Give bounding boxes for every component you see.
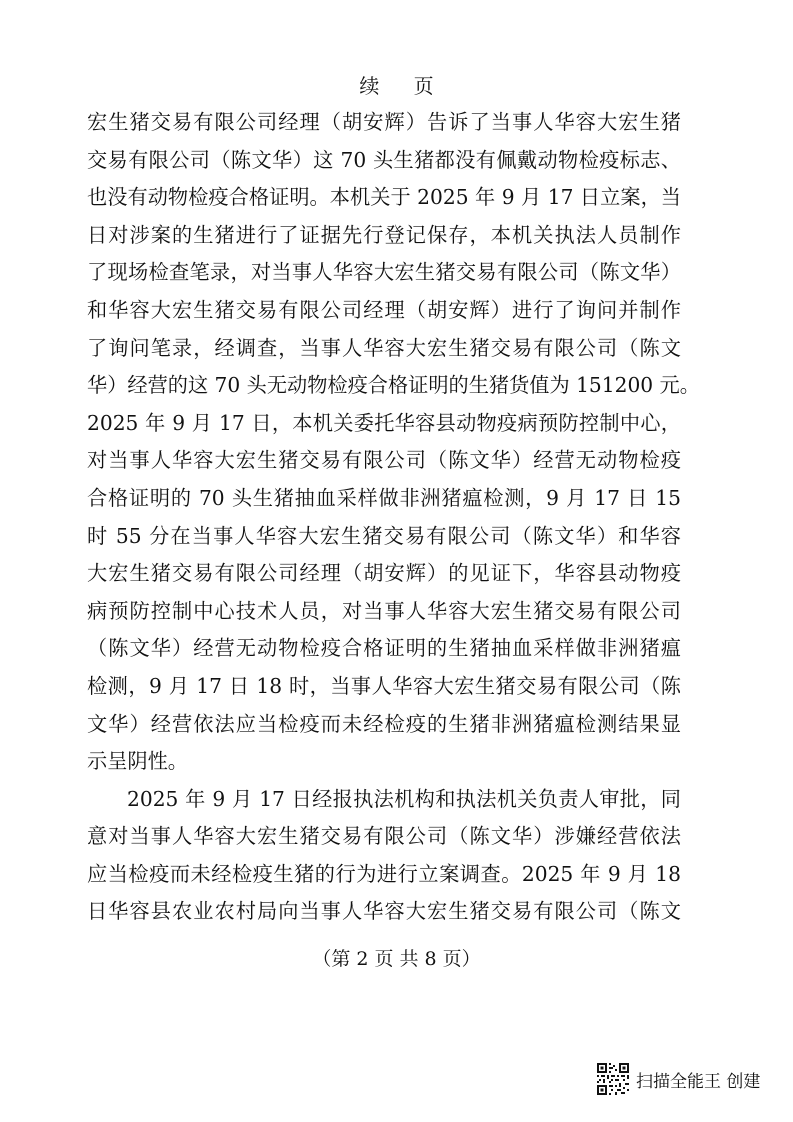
page-number: （第 2 页 共 8 页） [312, 948, 481, 970]
text-line: 日对涉案的生猪进行了证据先行登记保存，本机关执法人员制作 [87, 222, 681, 247]
text-line: 病预防控制中心技术人员，对当事人华容大宏生猪交易有限公司 [87, 598, 681, 623]
text-line: 意对当事人华容大宏生猪交易有限公司（陈文华）涉嫌经营依法 [87, 824, 681, 849]
qr-code-icon [596, 1062, 630, 1096]
text-line: 了现场检查笔录，对当事人华容大宏生猪交易有限公司（陈文华） [87, 260, 681, 285]
text-line: 应当检疫而未经检疫生猪的行为进行立案调查。2025 年 9 月 18 [87, 861, 681, 886]
scanner-watermark-text: 扫描全能王 创建 [636, 1071, 761, 1092]
text-line: 了询问笔录，经调查，当事人华容大宏生猪交易有限公司（陈文 [87, 335, 681, 360]
text-line: 宏生猪交易有限公司经理（胡安辉）告诉了当事人华容大宏生猪 [87, 110, 681, 134]
text-line: 对当事人华容大宏生猪交易有限公司（陈文华）经营无动物检疫 [87, 448, 681, 473]
text-line: 2025 年 9 月 17 日，本机关委托华容县动物疫病预防控制中心， [87, 410, 681, 435]
text-line: 和华容大宏生猪交易有限公司经理（胡安辉）进行了询问并制作 [87, 297, 681, 322]
text-line: 文华）经营依法应当检疫而未经检疫的生猪非洲猪瘟检测结果显 [87, 711, 681, 736]
text-line: 也没有动物检疫合格证明。本机关于 2025 年 9 月 17 日立案，当 [87, 185, 681, 210]
document-body [87, 104, 700, 931]
text-line: 时 55 分在当事人华容大宏生猪交易有限公司（陈文华）和华容 [87, 523, 681, 548]
page-heading: 续 页 [359, 74, 448, 98]
text-line: 检测，9 月 17 日 18 时，当事人华容大宏生猪交易有限公司（陈 [87, 673, 681, 698]
text-line: 2025 年 9 月 17 日经报执法机构和执法机关负责人审批，同 [127, 786, 681, 811]
text-line: 示呈阴性。 [87, 749, 188, 774]
scanner-watermark [596, 1062, 760, 1096]
text-line: 大宏生猪交易有限公司经理（胡安辉）的见证下，华容县动物疫 [87, 561, 681, 586]
text-line: （陈文华）经营无动物检疫合格证明的生猪抽血采样做非洲猪瘟 [87, 636, 681, 661]
text-line: 日华容县农业农村局向当事人华容大宏生猪交易有限公司（陈文 [87, 899, 681, 924]
text-line: 华）经营的这 70 头无动物检疫合格证明的生猪货值为 151200 元。 [87, 373, 700, 398]
text-line: 合格证明的 70 头生猪抽血采样做非洲猪瘟检测，9 月 17 日 15 [87, 485, 681, 510]
text-line: 交易有限公司（陈文华）这 70 头生猪都没有佩戴动物检疫标志、 [87, 147, 681, 172]
